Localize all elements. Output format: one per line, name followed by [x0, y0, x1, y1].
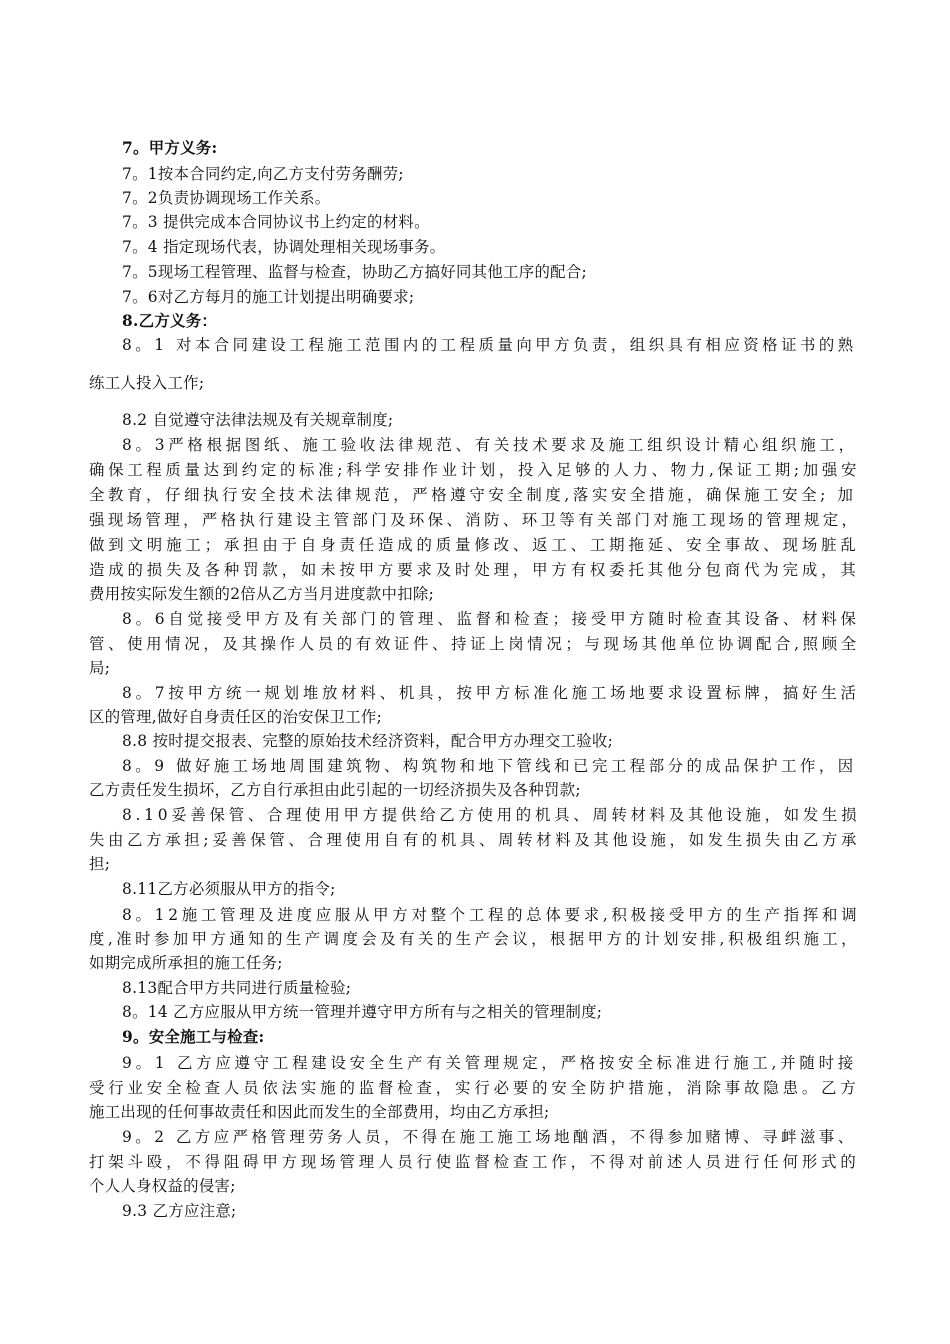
text-line: 7。1按本合同约定,向乙方支付劳务酬劳; [122, 165, 404, 183]
text-line: 7。5现场工程管理、监督与检查，协助乙方搞好同其他工序的配合; [122, 263, 588, 281]
text-line: 管、使用情况，及其操作人员的有效证件、持证上岗情况；与现场其他单位协调配合,照顾全 [89, 635, 860, 653]
section-heading: 8.乙方义务： [122, 312, 218, 330]
text-line: 度,准时参加甲方通知的生产调度会及有关的生产会议，根据甲方的计划安排,积极组织施工， [89, 930, 861, 948]
text-line: 区的管理,做好自身责任区的治安保卫工作; [89, 708, 383, 726]
text-line: 打架斗殴，不得阻碍甲方现场管理人员行使监督检查工作，不得对前述人员进行任何形式的 [89, 1153, 860, 1171]
text-line: 乙方责任发生损坏，乙方自行承担由此引起的一切经济损失及各种罚款; [89, 781, 581, 799]
text-line: 确保工程质量达到约定的标准;科学安排作业计划，投入足够的人力、物力,保证工期;加强安 [89, 461, 861, 479]
text-line: 9。2 乙方应严格管理劳务人员，不得在施工施工场地酗酒，不得参加赌博、寻衅滋事、 [122, 1128, 857, 1146]
text-line: 9.3 乙方应注意; [122, 1202, 237, 1220]
text-line: 9。1 乙方应遵守工程建设安全生产有关管理规定，严格按安全标准进行施工,并随时接 [122, 1054, 857, 1072]
text-line: 8。7按甲方统一规划堆放材料、机具，按甲方标准化施工场地要求设置标牌，搞好生活 [122, 684, 860, 702]
text-line: 7。6对乙方每月的施工计划提出明确要求; [122, 288, 415, 306]
text-line: 练工人投入工作; [89, 374, 205, 392]
text-line: 7。4 指定现场代表，协调处理相关现场事务。 [122, 238, 446, 256]
section-heading: 9。安全施工与检查: [122, 1028, 265, 1046]
text-line: 担; [89, 855, 111, 873]
text-line: 强现场管理，严格执行建设主管部门及环保、消防、环卫等有关部门对施工现场的管理规定， [89, 511, 861, 529]
text-line: 8。3严格根据图纸、施工验收法律规范、有关技术要求及施工组织设计精心组织施工， [122, 436, 858, 454]
text-line: 8。1 对本合同建设工程施工范围内的工程质量向甲方负责，组织具有相应资格证书的熟 [122, 336, 857, 354]
text-line: 8.13配合甲方共同进行质量检验; [122, 979, 352, 997]
text-line: 受行业安全检查人员依法实施的监督检查，实行必要的安全防护措施，消除事故隐患。乙方 [89, 1079, 860, 1097]
text-line: 全教育，仔细执行安全技术法律规范，严格遵守安全制度,落实安全措施，确保施工安全; 加 [89, 486, 857, 504]
text-line: 8。9 做好施工场地周围建筑物、构筑物和地下管线和已完工程部分的成品保护工作，因 [122, 757, 857, 775]
text-line: 8。12施工管理及进度应服从甲方对整个工程的总体要求,积极接受甲方的生产指挥和调 [122, 906, 861, 924]
text-line: 8.11乙方必须服从甲方的指令; [122, 880, 336, 898]
text-line: 个人人身权益的侵害; [89, 1177, 236, 1195]
section-heading: 7。甲方义务: [122, 139, 218, 157]
text-line: 7。3 提供完成本合同协议书上约定的材料。 [122, 213, 430, 231]
text-line: 做到文明施工；承担由于自身责任造成的质量修改、返工、工期拖延、安全事故、现场脏乱 [89, 536, 860, 554]
text-line: 施工出现的任何事故责任和因此而发生的全部费用，均由乙方承担; [89, 1103, 550, 1121]
text-line: 造成的损失及各种罚款，如未按甲方要求及时处理，甲方有权委托其他分包商代为完成，其 [89, 561, 860, 579]
text-line: 如期完成所承担的施工任务; [89, 954, 283, 972]
text-line: 8.8 按时提交报表、完整的原始技术经济资料，配合甲方办理交工验收; [122, 732, 614, 750]
text-line: 局; [89, 659, 111, 677]
text-line: 费用按实际发生额的2倍从乙方当月进度款中扣除; [89, 585, 435, 603]
text-line: 失由乙方承担;妥善保管、合理使用自有的机具、周转材料及其他设施，如发生损失由乙方承 [89, 831, 861, 849]
text-line: 8。6自觉接受甲方及有关部门的管理、监督和检查；接受甲方随时检查其设备、材料保 [122, 610, 860, 628]
text-line: 8。14 乙方应服从甲方统一管理并遵守甲方所有与之相关的管理制度; [122, 1003, 603, 1021]
text-line: 8.10妥善保管、合理使用甲方提供给乙方使用的机具、周转材料及其他设施，如发生损 [122, 806, 861, 824]
text-line: 8.2 自觉遵守法律法规及有关规章制度; [122, 411, 394, 429]
text-line: 7。2负责协调现场工作关系。 [122, 189, 331, 207]
